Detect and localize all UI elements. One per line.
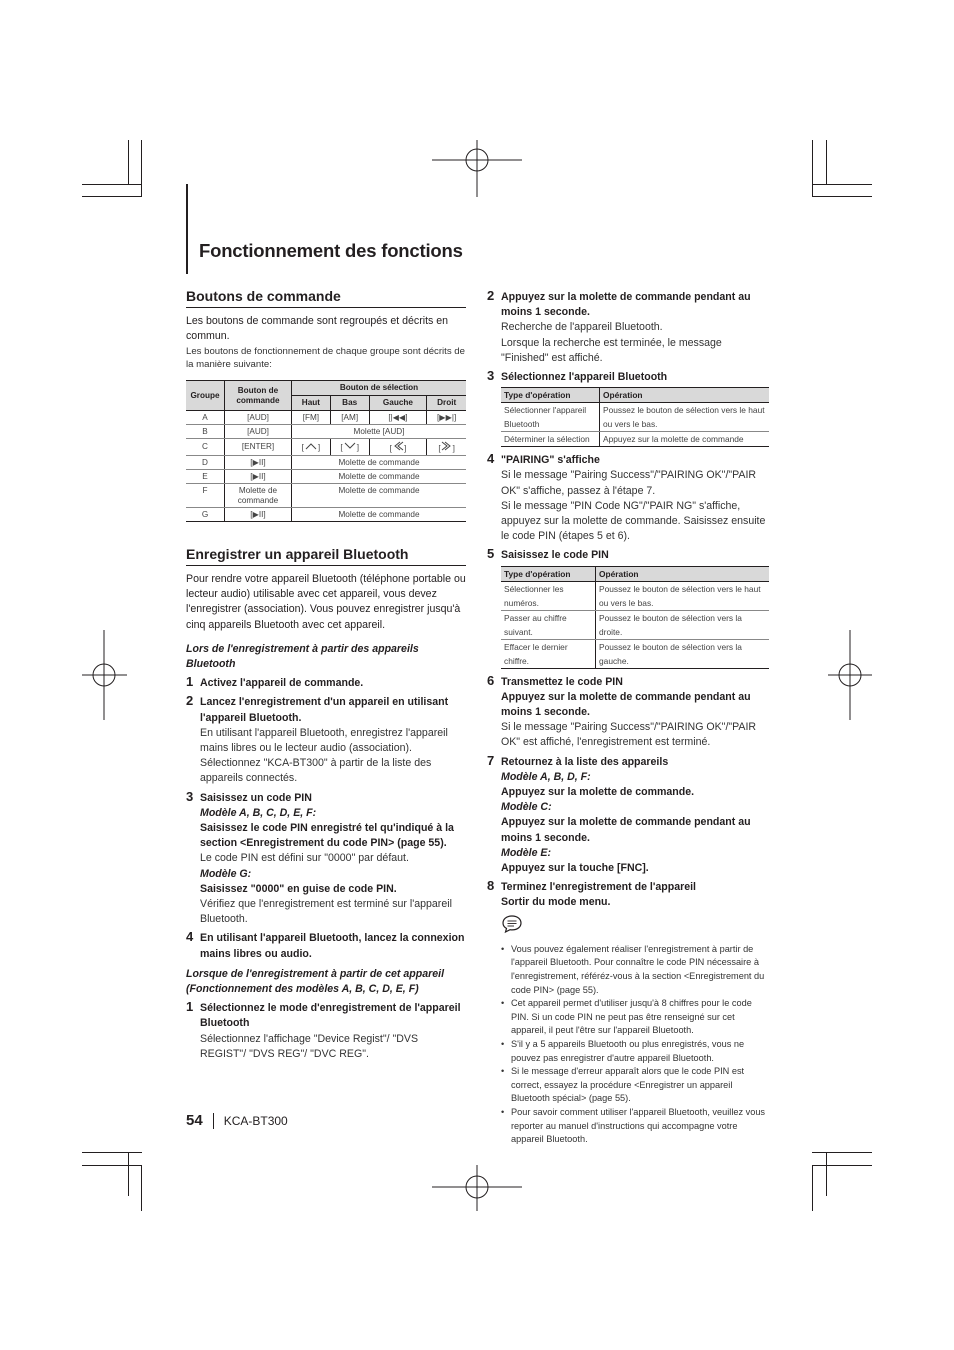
table-row bbox=[501, 432, 769, 447]
step-body: Sélectionnez l'affichage "Device Regist"/ "DVS REGIST"/ "DVS REG"/ "DVC REG". bbox=[200, 1032, 419, 1060]
cell: Passer au chiffre suivant. bbox=[501, 610, 596, 639]
step-4 bbox=[186, 931, 466, 961]
th-haut: Haut bbox=[292, 396, 331, 411]
cell: [AUD] bbox=[225, 411, 292, 425]
th-bas: Bas bbox=[330, 396, 369, 411]
step-number: 3 bbox=[487, 368, 495, 384]
cell: Molette [AUD] bbox=[292, 425, 467, 439]
table-row bbox=[501, 581, 769, 610]
pin-entry-table bbox=[501, 566, 769, 669]
step-body: Si le message "Pairing Success"/"PAIRING OK"/"PAIR OK" s'affiche, passez à l'étape 7. bbox=[501, 469, 757, 497]
step-number: 1 bbox=[186, 999, 194, 1015]
unit-step-8 bbox=[487, 880, 769, 910]
table-row bbox=[186, 439, 466, 456]
cell: Déterminer la sélection bbox=[501, 432, 600, 447]
step-title: "PAIRING" s'affiche bbox=[501, 454, 600, 467]
cell: C bbox=[186, 439, 225, 456]
note-item: • Pour savoir comment utiliser l'appareil Bluetooth, veuillez vous reporter au manuel d'instructions qui accompagne votre appareil Bluetooth. bbox=[501, 1106, 769, 1147]
th-selection: Bouton de sélection bbox=[292, 381, 467, 396]
step-number: 8 bbox=[487, 878, 495, 894]
step-title: Terminez l'enregistrement de l'appareil bbox=[501, 881, 697, 894]
step-1 bbox=[186, 676, 466, 691]
cell: Poussez le bouton de sélection vers le haut ou vers le bas. bbox=[596, 581, 770, 610]
th-bouton: Bouton de commande bbox=[225, 381, 292, 411]
step-text: Saisissez le code PIN enregistré tel qu'indiqué à la section <Enregistrement du code PIN> (page 55). bbox=[200, 822, 454, 850]
page-footer bbox=[186, 1112, 288, 1129]
model-label: Modèle A, B, C, D, E, F: bbox=[200, 806, 317, 819]
table-row bbox=[501, 610, 769, 639]
subheading-from-unit: Lorsque de l'enregistrement à partir de cet appareil (Fonctionnement des modèles A, B, C, D, E, F) bbox=[186, 967, 445, 996]
cell: Molette de commande bbox=[292, 456, 467, 470]
table-row bbox=[186, 456, 466, 470]
step-title: En utilisant l'appareil Bluetooth, lancez la connexion mains libres ou audio. bbox=[200, 932, 465, 960]
step-body: Le code PIN est défini sur "0000" par défaut. bbox=[200, 852, 409, 865]
step-3 bbox=[186, 788, 466, 928]
step-number: 6 bbox=[487, 672, 495, 688]
cell: Sélectionner les numéros. bbox=[501, 581, 596, 610]
notes-icon bbox=[487, 914, 769, 939]
cell: Poussez le bouton de sélection vers la gauche. bbox=[596, 639, 770, 668]
intro-paragraph: Les boutons de commande sont regroupés et décrits en commun. bbox=[186, 315, 449, 343]
control-buttons-table bbox=[186, 380, 466, 522]
section-title-control-buttons: Boutons de commande bbox=[186, 288, 466, 308]
step-title: Sélectionnez l'appareil Bluetooth bbox=[501, 371, 668, 384]
cell: E bbox=[186, 470, 225, 484]
cell-down-icon: [ ] bbox=[330, 439, 369, 456]
left-column bbox=[186, 288, 466, 1062]
unit-step-6 bbox=[487, 672, 769, 751]
cell: [AM] bbox=[330, 411, 369, 425]
cell-left-icon: [ ] bbox=[369, 439, 427, 456]
unit-step-4 bbox=[487, 453, 769, 544]
cell: Molette de commande bbox=[292, 470, 467, 484]
step-text: Appuyez sur la touche [FNC]. bbox=[501, 862, 649, 875]
step-body: Si le message "Pairing Success"/"PAIRING OK"/"PAIR OK" est affiché, l'enregistrement est terminé. bbox=[501, 721, 757, 749]
step-title: Retournez à la liste des appareils bbox=[501, 755, 669, 768]
unit-step-7 bbox=[487, 752, 769, 877]
table-row bbox=[501, 403, 769, 432]
step-number: 4 bbox=[487, 451, 495, 467]
step-title: Appuyez sur la molette de commande pendant au moins 1 seconde. bbox=[501, 291, 751, 319]
register-intro: Pour rendre votre appareil Bluetooth (téléphone portable ou lecteur audio) utilisable avec cet appareil, vous devez l'enregistrer (association). Vous pouvez enregistrer jusqu'à cinq appareils Bluetooth avec cet appareil. bbox=[186, 573, 466, 631]
unit-step-1 bbox=[186, 1001, 466, 1062]
footer-separator bbox=[213, 1113, 214, 1129]
unit-step-2 bbox=[487, 290, 769, 366]
step-title: Saisissez un code PIN bbox=[200, 791, 312, 804]
step-title: Lancez l'enregistrement d'un appareil en utilisant l'appareil Bluetooth. bbox=[200, 696, 449, 724]
model-name: KCA-BT300 bbox=[223, 1113, 288, 1128]
step-title: Saisissez le code PIN bbox=[501, 549, 609, 562]
th-groupe: Groupe bbox=[186, 381, 225, 411]
step-number: 2 bbox=[186, 693, 194, 709]
notes-list bbox=[487, 943, 769, 1147]
model-label: Modèle G: bbox=[200, 867, 252, 880]
step-text: Appuyez sur la molette de commande pendant au moins 1 seconde. bbox=[501, 816, 751, 844]
cell: Molette de commande bbox=[292, 508, 467, 522]
model-label: Modèle E: bbox=[501, 846, 552, 859]
cell: Effacer le dernier chiffre. bbox=[501, 639, 596, 668]
th-operation: Opération bbox=[596, 566, 770, 581]
step-text: Sortir du mode menu. bbox=[501, 896, 611, 909]
step-body: En utilisant l'appareil Bluetooth, enregistrez l'appareil mains libres ou le lecteur audio (association). Sélectionnez "KCA-BT300" à partir de la liste des appareils connectés. bbox=[200, 726, 448, 785]
cell: A bbox=[186, 411, 225, 425]
step-body: Si le message "PIN Code NG"/"PAIR NG" s'affiche, appuyez sur la molette de commande. Saisissez ensuite le code PIN (étapes 5 et 6). bbox=[501, 499, 766, 543]
th-type: Type d'opération bbox=[501, 566, 596, 581]
step-number: 7 bbox=[487, 752, 495, 768]
step-number: 4 bbox=[186, 929, 194, 945]
note-item: • Si le message d'erreur apparaît alors que le code PIN est correct, essayez la procédure <Enregistrer un appareil Bluetooth spécial> (page 55). bbox=[501, 1065, 769, 1106]
note-item: • S'il y a 5 appareils Bluetooth ou plus enregistrés, vous ne pouvez pas enregistrer d'autre appareil Bluetooth. bbox=[501, 1038, 769, 1065]
cell: B bbox=[186, 425, 225, 439]
step-number: 3 bbox=[186, 788, 194, 804]
step-number: 2 bbox=[487, 288, 495, 303]
th-type: Type d'opération bbox=[501, 388, 600, 403]
table-row bbox=[186, 425, 466, 439]
table-row bbox=[186, 484, 466, 508]
cell: Molette de commande bbox=[292, 484, 467, 508]
section-title-register: Enregistrer un appareil Bluetooth bbox=[186, 546, 466, 566]
cell: F bbox=[186, 484, 225, 508]
cell: Appuyez sur la molette de commande bbox=[600, 432, 770, 447]
step-title: Sélectionnez le mode d'enregistrement de l'appareil Bluetooth bbox=[200, 1002, 461, 1030]
step-text: Saisissez "0000" en guise de code PIN. bbox=[200, 882, 397, 895]
select-device-table bbox=[501, 387, 769, 447]
step-2 bbox=[186, 695, 466, 786]
cell: Sélectionner l'appareil Bluetooth bbox=[501, 403, 600, 432]
step-body: Vérifiez que l'enregistrement est terminé sur l'appareil Bluetooth. bbox=[200, 898, 452, 926]
cell-up-icon: [ ] bbox=[292, 439, 331, 456]
right-column bbox=[487, 290, 769, 1147]
cell-right-icon: [ ] bbox=[427, 439, 466, 456]
unit-step-5 bbox=[487, 548, 769, 668]
intro-note: Les boutons de fonctionnement de chaque groupe sont décrits de la manière suivante: bbox=[186, 346, 465, 371]
cell: G bbox=[186, 508, 225, 522]
cell: [▶II] bbox=[225, 470, 292, 484]
th-droit: Droit bbox=[427, 396, 466, 411]
cell: D bbox=[186, 456, 225, 470]
cell: Poussez le bouton de sélection vers le haut ou vers le bas. bbox=[600, 403, 770, 432]
cell: [▶▶|] bbox=[427, 411, 466, 425]
step-title: Activez l'appareil de commande. bbox=[200, 677, 364, 690]
cell: Poussez le bouton de sélection vers la droite. bbox=[596, 610, 770, 639]
cell: [▶II] bbox=[225, 508, 292, 522]
cell: [AUD] bbox=[225, 425, 292, 439]
cell: [FM] bbox=[292, 411, 331, 425]
title-rule bbox=[186, 184, 188, 274]
th-operation: Opération bbox=[600, 388, 770, 403]
note-item: • Cet appareil permet d'utiliser jusqu'à 8 chiffres pour le code PIN. Si un code PIN ne peut pas être renseigné sur cet appareil, il peut l'être sur l'appareil Bluetooth. bbox=[501, 997, 769, 1038]
cell: [ENTER] bbox=[225, 439, 292, 456]
model-label: Modèle A, B, D, F: bbox=[501, 770, 591, 783]
table-row bbox=[186, 508, 466, 522]
page-title: Fonctionnement des fonctions bbox=[199, 240, 463, 261]
model-label: Modèle C: bbox=[501, 801, 552, 814]
subheading-from-bluetooth: Lors de l'enregistrement à partir des appareils Bluetooth bbox=[186, 642, 419, 671]
step-number: 1 bbox=[186, 674, 194, 690]
note-item: • Vous pouvez également réaliser l'enregistrement à partir de l'appareil Bluetooth. Pour connaître le code PIN nécessaire à l'enregistrement, référéz-vous à la section <Enregistrement du code PIN> (page 55). bbox=[501, 943, 769, 997]
cell: [|◀◀] bbox=[369, 411, 427, 425]
step-text: Appuyez sur la molette de commande pendant au moins 1 seconde. bbox=[501, 690, 751, 719]
unit-step-3 bbox=[487, 370, 769, 447]
page-number: 54 bbox=[186, 1112, 203, 1129]
step-text: Appuyez sur la molette de commande. bbox=[501, 786, 695, 799]
step-body: Recherche de l'appareil Bluetooth. bbox=[501, 321, 663, 334]
table-row bbox=[186, 470, 466, 484]
step-body: Lorsque la recherche est terminée, le message "Finished" est affiché. bbox=[501, 336, 722, 364]
th-gauche: Gauche bbox=[369, 396, 427, 411]
table-row bbox=[501, 639, 769, 668]
cell: [▶II] bbox=[225, 456, 292, 470]
step-number: 5 bbox=[487, 546, 495, 562]
cell: Molette de commande bbox=[225, 484, 292, 508]
step-title: Transmettez le code PIN bbox=[501, 675, 623, 688]
table-row bbox=[186, 411, 466, 425]
